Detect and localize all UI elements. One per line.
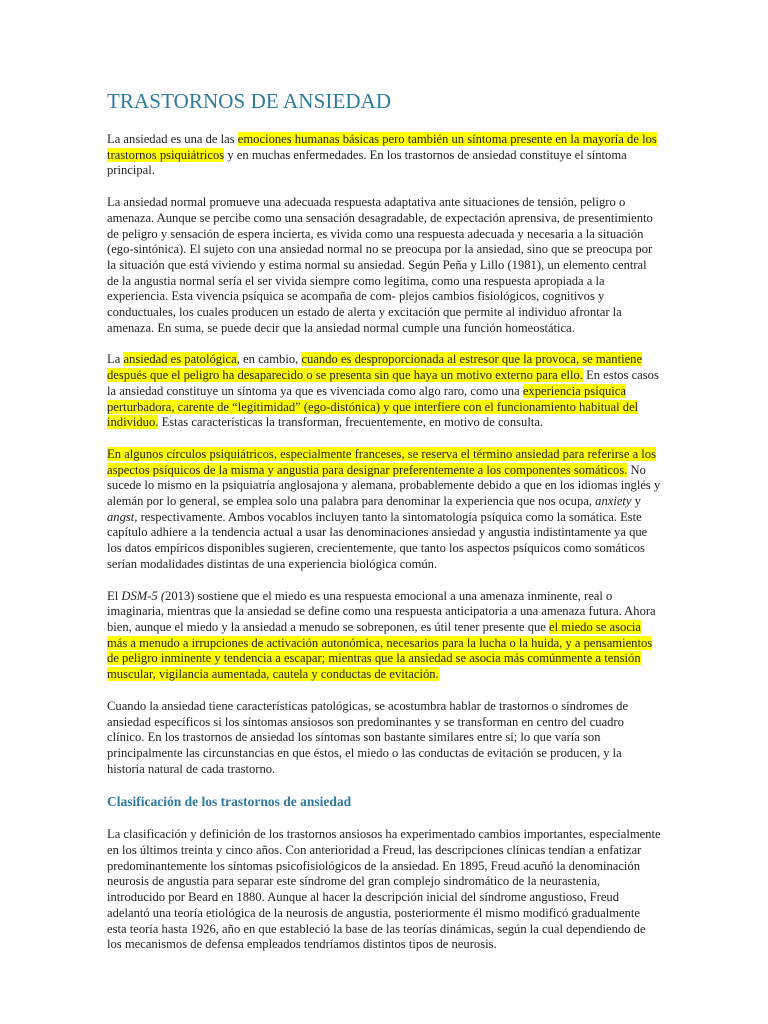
- text-run: No sucede lo mismo en la psiquiatría anglosajona y alemana, probablemente debido a que en los idiomas inglés y alemán por lo general, se emplea solo una palabra para denominar la experiencia que nos ocupa,: [107, 462, 661, 509]
- paragraph-pathological-anxiety: [107, 352, 661, 431]
- italic-term: DSM-5 (: [121, 588, 166, 603]
- highlighted-text: cuando es desproporcionada al estresor que la provoca, se mantiene después que el peligro ha desaparecido o se presenta sin que haya un motivo externo para ello.: [107, 352, 643, 383]
- text-run: y en muchas enfermedades. En los trastornos de ansiedad constituye el síntoma principal.: [107, 147, 627, 178]
- text-run: Estas características la transforman, frecuentemente, en motivo de consulta.: [158, 415, 544, 430]
- paragraph-intro: [107, 132, 661, 179]
- text-run: En estos casos la ansiedad constituye un síntoma ya que es vivenciada como algo raro, como una: [107, 368, 659, 398]
- text-run: y: [631, 494, 641, 509]
- page-title: TRASTORNOS DE ANSIEDAD: [107, 89, 392, 113]
- paragraph-normal-anxiety: La ansiedad normal promueve una adecuada respuesta adaptativa ante situaciones de tensión, peligro o amenaza. Aunque se percibe como una sensación desagradable, de expectación aprensiva, de presentimiento de peligro y sensación de espera incierta, es vivida como una respuesta adecuada y necesaria a la situación (ego-sintónica). El sujeto con una ansiedad normal no se preocupa por la ansiedad, sino que se preocupa por la situación que está viviendo y estima normal su ansiedad. Según Peña y Lillo (1981), un elemento central de la angustia normal sería el ser vivida siempre como legítima, como una respuesta apropiada a la experiencia. Esta vivencia psíquica se acompaña de com- plejos cambios fisiológicos, cognitivos y conductuales, los cuales producen un estado de alerta y excitación que permite al individuo afrontar la amenaza. En suma, se puede decir que la ansiedad normal cumple una función homeostática.: [107, 195, 653, 335]
- paragraph-classification: La clasificación y definición de los trastornos ansiosos ha experimentado cambios importantes, especialmente en los últimos treinta y cinco años. Con anterioridad a Freud, las descripciones clínicas tendían a enfatizar predominantemente los síntomas psicofisiológicos de la ansiedad. En 1895, Freud acuñó la denominación neurosis de angustia para separar este síndrome del gran complejo sindromático de la neurastenia, introducido por Beard en 1880. Aunque al hacer la descripción inicial del síndrome angustioso, Freud adelantó una teoría etiológica de la neurosis de angustia, posteriormente él mismo modificó gradualmente esta teoría hasta 1926, año en que estableció la base de las teorías dinámicas, según la cual dependiendo de los mecanismos de defensa empleados tendríamos distintos tipos de neurosis.: [107, 827, 661, 952]
- section-subtitle: Clasificación de los trastornos de ansiedad: [107, 794, 352, 810]
- text-run: El: [107, 588, 122, 603]
- italic-term: anxiety: [595, 494, 632, 509]
- highlighted-text: el miedo se asocia más a menudo a irrupciones de activación autonómica, necesarios para la lucha o la huida, y a pensamientos de peligro inminente y tendencia a escapar; mientras que la ansiedad se asocia más comúnmente a tensión muscular, vigilancia aumentada, cautela y conductas de evitación.: [107, 619, 653, 682]
- text-run: La ansiedad es una de las: [107, 132, 238, 146]
- text-run: La: [107, 352, 124, 367]
- paragraph-dsm5: [107, 589, 661, 683]
- highlighted-text: ansiedad es patológica: [123, 352, 237, 367]
- paragraph-terminology: [107, 447, 661, 573]
- text-run: 2013) sostiene que el miedo es una respuesta emocional a una amenaza inminente, real o imaginaria, mientras que la ansiedad se define como una respuesta anticipatoria a una amenaza futura. Ahora bien, aunque el miedo y la ansiedad a menudo se sobreponen, es útil tener presente que: [107, 588, 656, 634]
- italic-term: angst: [107, 509, 135, 524]
- text-run: , en cambio,: [236, 352, 302, 367]
- highlighted-text: emociones humanas básicas pero también un síntoma presente en la mayoría de los trastornos psiquiátricos: [107, 132, 657, 162]
- paragraph-disorders: Cuando la ansiedad tiene características patológicas, se acostumbra hablar de trastornos o síndromes de ansiedad específicos si los síntomas ansiosos son predominantes y se transforman en centro del cuadro clínico. En los trastornos de ansiedad los síntomas son bastante similares entre sí; lo que varía son principalmente las circunstancias en que éstos, el miedo o las conductas de evitación se producen, y la historia natural de cada trastorno.: [107, 698, 629, 776]
- highlighted-text: experiencia psíquica perturbadora, carente de “legitimidad” (ego-distónica) y que interfiere con el funcionamiento habitual del individuo.: [107, 383, 639, 430]
- text-run: , respectivamente. Ambos vocablos incluyen tanto la sintomatología psíquica como la somática. Este capítulo adhiere a la tendencia actual a usar las denominaciones ansiedad y angustia indistintamente ya que los datos empíricos disponibles sugieren, crecientemente, que tanto los aspectos psíquicos como somáticos serían modalidades distintas de una experiencia biológica común.: [107, 509, 648, 571]
- highlighted-text: En algunos círculos psiquiátricos, especialmente franceses, se reserva el término ansiedad para referirse a los aspectos psíquicos de la misma y angustia para designar preferentemente a los componentes somáticos.: [107, 446, 657, 477]
